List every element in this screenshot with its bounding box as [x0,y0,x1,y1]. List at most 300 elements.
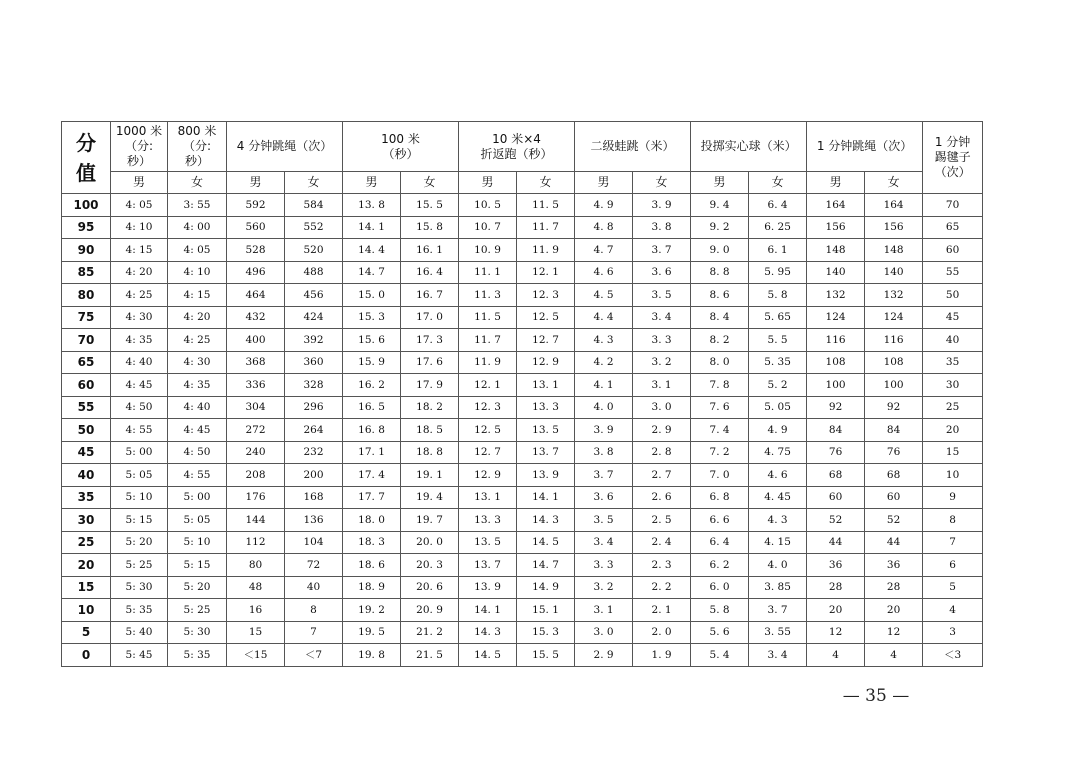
table-cell: 400 [227,329,285,352]
table-cell: 4 [865,644,923,667]
table-cell: 12 [807,621,865,644]
table-cell: 148 [807,239,865,262]
table-cell: 2. 8 [633,441,691,464]
table-cell: 264 [285,419,343,442]
table-cell: 14. 1 [459,599,517,622]
table-cell: 7. 6 [691,396,749,419]
table-cell: 4: 10 [111,216,168,239]
table-cell: 5. 35 [749,351,807,374]
header-4min-rope: 4 分钟跳绳（次） [227,122,343,172]
score-cell: 55 [62,396,111,419]
table-cell: 18. 5 [401,419,459,442]
table-cell: 4: 40 [168,396,227,419]
table-cell: 5. 65 [749,306,807,329]
table-cell: 2. 5 [633,509,691,532]
table-cell: 11. 7 [459,329,517,352]
score-cell: 90 [62,239,111,262]
table-cell: 5: 15 [111,509,168,532]
table-cell: 36 [865,554,923,577]
table-cell: 12. 1 [517,261,575,284]
table-cell: 13. 7 [459,554,517,577]
table-cell: 4. 3 [749,509,807,532]
table-row [62,621,983,644]
table-cell: 36 [807,554,865,577]
table-cell: 2. 1 [633,599,691,622]
table-cell: 2. 4 [633,531,691,554]
table-cell: 16. 4 [401,261,459,284]
table-cell: 19. 5 [343,621,401,644]
score-cell: 25 [62,531,111,554]
table-cell: 25 [923,396,983,419]
table-cell: 328 [285,374,343,397]
table-cell: 5. 4 [691,644,749,667]
table-cell: 496 [227,261,285,284]
table-cell: 13. 5 [517,419,575,442]
table-cell: 6. 2 [691,554,749,577]
table-cell: 104 [285,531,343,554]
table-cell: 11. 1 [459,261,517,284]
table-cell: 5: 00 [111,441,168,464]
header-800m: 800 米 （分: 秒） [168,122,227,172]
table-row [62,239,983,262]
table-cell: 4: 25 [168,329,227,352]
table-cell: 3. 85 [749,576,807,599]
table-cell: 4: 35 [168,374,227,397]
table-cell: 3. 2 [633,351,691,374]
table-cell: 3. 6 [575,486,633,509]
table-cell: 5: 20 [168,576,227,599]
table-cell: 14. 3 [459,621,517,644]
table-cell: 3 [923,621,983,644]
table-cell: 13. 1 [459,486,517,509]
table-cell: 92 [807,396,865,419]
table-cell: 4: 30 [111,306,168,329]
table-cell: 3: 55 [168,194,227,217]
table-cell: 5: 40 [111,621,168,644]
header-medicine-ball: 投掷实心球（米） [691,122,807,172]
table-cell: 70 [923,194,983,217]
table-cell: 13. 8 [343,194,401,217]
table-cell: 35 [923,351,983,374]
table-cell: 20 [923,419,983,442]
table-cell: 136 [285,509,343,532]
table-cell: 116 [807,329,865,352]
table-cell: 11. 9 [459,351,517,374]
table-cell: 20. 0 [401,531,459,554]
table-cell: 15. 0 [343,284,401,307]
table-cell: 16. 7 [401,284,459,307]
table-cell: 6. 4 [691,531,749,554]
table-cell: 19. 7 [401,509,459,532]
table-cell: 18. 8 [401,441,459,464]
table-cell: 17. 1 [343,441,401,464]
table-cell: 456 [285,284,343,307]
table-cell: 18. 2 [401,396,459,419]
table-cell: 3. 9 [633,194,691,217]
table-cell: 3. 7 [633,239,691,262]
table-cell: 20 [865,599,923,622]
table-cell: 5: 35 [111,599,168,622]
table-cell: 176 [227,486,285,509]
table-cell: 17. 0 [401,306,459,329]
score-cell: 60 [62,374,111,397]
score-table-body [62,194,983,667]
table-cell: 360 [285,351,343,374]
table-row [62,306,983,329]
table-cell: 3. 5 [575,509,633,532]
table-cell: 40 [285,576,343,599]
table-cell: 2. 6 [633,486,691,509]
table-cell: 17. 3 [401,329,459,352]
table-cell: 20 [807,599,865,622]
gender-female-header: 女 [749,172,807,194]
table-cell: 12. 3 [459,396,517,419]
table-cell: 13. 5 [459,531,517,554]
table-cell: 200 [285,464,343,487]
table-cell: 9. 4 [691,194,749,217]
table-row [62,194,983,217]
table-cell: 14. 7 [343,261,401,284]
table-row [62,644,983,667]
table-row [62,599,983,622]
score-cell: 80 [62,284,111,307]
table-cell: 14. 1 [343,216,401,239]
table-cell: 68 [807,464,865,487]
table-cell: 44 [865,531,923,554]
table-row [62,329,983,352]
table-cell: 17. 4 [343,464,401,487]
table-cell: 2. 2 [633,576,691,599]
table-cell: 4: 25 [111,284,168,307]
table-cell: 11. 5 [517,194,575,217]
table-cell: 21. 5 [401,644,459,667]
table-cell: 208 [227,464,285,487]
table-cell: 15. 9 [343,351,401,374]
table-cell: 4: 45 [111,374,168,397]
table-cell: 18. 0 [343,509,401,532]
table-cell: 15. 3 [517,621,575,644]
table-cell: 108 [807,351,865,374]
table-cell: 12. 7 [517,329,575,352]
table-cell: 15 [227,621,285,644]
table-cell: 84 [865,419,923,442]
table-cell: 20. 6 [401,576,459,599]
page-number: — 35 — [842,686,910,706]
table-cell: 4: 45 [168,419,227,442]
table-cell: 5. 05 [749,396,807,419]
score-cell: 0 [62,644,111,667]
table-cell: 20. 3 [401,554,459,577]
table-cell: 3. 3 [633,329,691,352]
table-cell: 4 [923,599,983,622]
table-cell: 140 [807,261,865,284]
table-cell: 40 [923,329,983,352]
table-cell: 45 [923,306,983,329]
table-cell: 8. 2 [691,329,749,352]
table-cell: ＜7 [285,644,343,667]
table-cell: 5: 05 [111,464,168,487]
table-row [62,441,983,464]
table-cell: 6. 6 [691,509,749,532]
table-cell: 2. 3 [633,554,691,577]
table-cell: 48 [227,576,285,599]
table-cell: 17. 9 [401,374,459,397]
table-cell: 5: 10 [168,531,227,554]
header-frog-jump: 二级蛙跳（米） [575,122,691,172]
table-cell: 13. 9 [517,464,575,487]
gender-female-header: 女 [517,172,575,194]
score-column-header: 分 值 [62,122,111,194]
table-cell: 52 [807,509,865,532]
table-cell: 13. 1 [517,374,575,397]
table-cell: 592 [227,194,285,217]
table-cell: 164 [807,194,865,217]
table-cell: 14. 9 [517,576,575,599]
table-cell: 10. 9 [459,239,517,262]
table-cell: 60 [865,486,923,509]
table-cell: 12 [865,621,923,644]
table-cell: 148 [865,239,923,262]
table-cell: 5 [923,576,983,599]
table-cell: 3. 55 [749,621,807,644]
table-cell: 5: 10 [111,486,168,509]
table-cell: 108 [865,351,923,374]
table-cell: 11. 7 [517,216,575,239]
table-cell: 2. 7 [633,464,691,487]
table-cell: 112 [227,531,285,554]
gender-female-header: 女 [633,172,691,194]
table-cell: 13. 3 [517,396,575,419]
table-cell: 7. 4 [691,419,749,442]
table-row [62,351,983,374]
table-cell: 6. 1 [749,239,807,262]
table-cell: 76 [865,441,923,464]
score-table [61,121,983,667]
table-cell: 19. 1 [401,464,459,487]
table-cell: 8. 4 [691,306,749,329]
table-cell: 80 [227,554,285,577]
table-cell: 5. 95 [749,261,807,284]
score-cell: 75 [62,306,111,329]
table-cell: 16 [227,599,285,622]
table-cell: 19. 4 [401,486,459,509]
header-shuttlecock: 1 分钟 踢毽子 （次） [923,122,983,194]
table-cell: 14. 4 [343,239,401,262]
table-cell: 432 [227,306,285,329]
table-cell: 12. 7 [459,441,517,464]
table-cell: 3. 1 [575,599,633,622]
table-cell: 4. 9 [575,194,633,217]
table-cell: 6. 8 [691,486,749,509]
table-cell: 7. 0 [691,464,749,487]
table-cell: 272 [227,419,285,442]
table-cell: 16. 2 [343,374,401,397]
table-cell: 4. 1 [575,374,633,397]
score-cell: 70 [62,329,111,352]
score-cell: 45 [62,441,111,464]
table-cell: 18. 9 [343,576,401,599]
table-cell: 4: 10 [168,261,227,284]
table-cell: 84 [807,419,865,442]
table-cell: 6. 25 [749,216,807,239]
table-cell: 4: 20 [111,261,168,284]
table-row [62,509,983,532]
table-cell: 13. 3 [459,509,517,532]
table-cell: 140 [865,261,923,284]
table-cell: 5: 05 [168,509,227,532]
table-cell: 4. 9 [749,419,807,442]
score-cell: 10 [62,599,111,622]
table-cell: 4. 8 [575,216,633,239]
table-cell: ＜15 [227,644,285,667]
table-cell: 144 [227,509,285,532]
table-cell: 7 [285,621,343,644]
table-cell: 10. 5 [459,194,517,217]
table-cell: 520 [285,239,343,262]
table-cell: ＜3 [923,644,983,667]
gender-male-header: 男 [343,172,401,194]
table-cell: 584 [285,194,343,217]
table-cell: 11. 5 [459,306,517,329]
table-cell: 4: 15 [111,239,168,262]
score-cell: 20 [62,554,111,577]
table-cell: 100 [807,374,865,397]
table-cell: 6. 0 [691,576,749,599]
table-cell: 9 [923,486,983,509]
table-cell: 3. 8 [575,441,633,464]
table-cell: 100 [865,374,923,397]
table-cell: 14. 7 [517,554,575,577]
header-100m: 100 米 （秒） [343,122,459,172]
score-cell: 85 [62,261,111,284]
table-cell: 3. 9 [575,419,633,442]
table-cell: 5: 00 [168,486,227,509]
table-cell: 164 [865,194,923,217]
table-cell: 14. 5 [459,644,517,667]
table-cell: 4. 45 [749,486,807,509]
table-cell: 16. 1 [401,239,459,262]
table-cell: 11. 9 [517,239,575,262]
table-cell: 15 [923,441,983,464]
table-cell: 28 [865,576,923,599]
gender-male-header: 男 [575,172,633,194]
table-cell: 4. 7 [575,239,633,262]
table-cell: 16. 8 [343,419,401,442]
table-cell: 4: 15 [168,284,227,307]
table-cell: 55 [923,261,983,284]
table-cell: 5: 35 [168,644,227,667]
table-cell: 4. 6 [749,464,807,487]
table-cell: 21. 2 [401,621,459,644]
table-cell: 124 [865,306,923,329]
table-cell: 4. 5 [575,284,633,307]
table-cell: 2. 9 [575,644,633,667]
table-cell: 10 [923,464,983,487]
table-cell: 10. 7 [459,216,517,239]
table-cell: 14. 1 [517,486,575,509]
table-cell: 5: 30 [168,621,227,644]
table-cell: 5: 15 [168,554,227,577]
table-row [62,419,983,442]
table-cell: 2. 0 [633,621,691,644]
table-cell: 368 [227,351,285,374]
table-cell: 168 [285,486,343,509]
table-cell: 156 [807,216,865,239]
table-cell: 116 [865,329,923,352]
table-cell: 12. 1 [459,374,517,397]
header-1min-rope: 1 分钟跳绳（次） [807,122,923,172]
table-cell: 44 [807,531,865,554]
table-cell: 15. 5 [401,194,459,217]
table-cell: 65 [923,216,983,239]
table-cell: 4. 6 [575,261,633,284]
table-cell: 6 [923,554,983,577]
table-row [62,486,983,509]
table-cell: 7 [923,531,983,554]
table-cell: 8 [285,599,343,622]
table-cell: 3. 7 [749,599,807,622]
table-cell: 5: 25 [168,599,227,622]
table-cell: 336 [227,374,285,397]
table-cell: 4: 05 [111,194,168,217]
table-cell: 3. 3 [575,554,633,577]
score-cell: 15 [62,576,111,599]
gender-female-header: 女 [865,172,923,194]
table-cell: 15. 3 [343,306,401,329]
table-cell: 4: 50 [168,441,227,464]
table-cell: 8. 0 [691,351,749,374]
table-cell: 392 [285,329,343,352]
table-cell: 4. 3 [575,329,633,352]
table-cell: 60 [807,486,865,509]
table-cell: 5. 2 [749,374,807,397]
gender-male-header: 男 [807,172,865,194]
table-cell: 3. 0 [575,621,633,644]
table-cell: 20. 9 [401,599,459,622]
table-cell: 12. 9 [517,351,575,374]
table-cell: 5. 5 [749,329,807,352]
table-cell: 17. 7 [343,486,401,509]
table-cell: 4: 05 [168,239,227,262]
table-cell: 2. 9 [633,419,691,442]
header-shuttle-run: 10 米×4 折返跑（秒） [459,122,575,172]
table-cell: 464 [227,284,285,307]
table-cell: 28 [807,576,865,599]
table-cell: 15. 8 [401,216,459,239]
table-cell: 15. 1 [517,599,575,622]
table-cell: 14. 5 [517,531,575,554]
score-cell: 5 [62,621,111,644]
table-cell: 12. 5 [517,306,575,329]
table-cell: 72 [285,554,343,577]
table-cell: 5: 25 [111,554,168,577]
score-cell: 35 [62,486,111,509]
table-cell: 4 [807,644,865,667]
table-cell: 8. 8 [691,261,749,284]
table-cell: 12. 3 [517,284,575,307]
table-cell: 15. 5 [517,644,575,667]
table-cell: 76 [807,441,865,464]
table-row [62,396,983,419]
table-cell: 3. 6 [633,261,691,284]
table-cell: 5. 8 [691,599,749,622]
gender-female-header: 女 [285,172,343,194]
table-row [62,374,983,397]
table-cell: 9. 2 [691,216,749,239]
table-cell: 3. 2 [575,576,633,599]
table-cell: 4. 15 [749,531,807,554]
table-cell: 424 [285,306,343,329]
